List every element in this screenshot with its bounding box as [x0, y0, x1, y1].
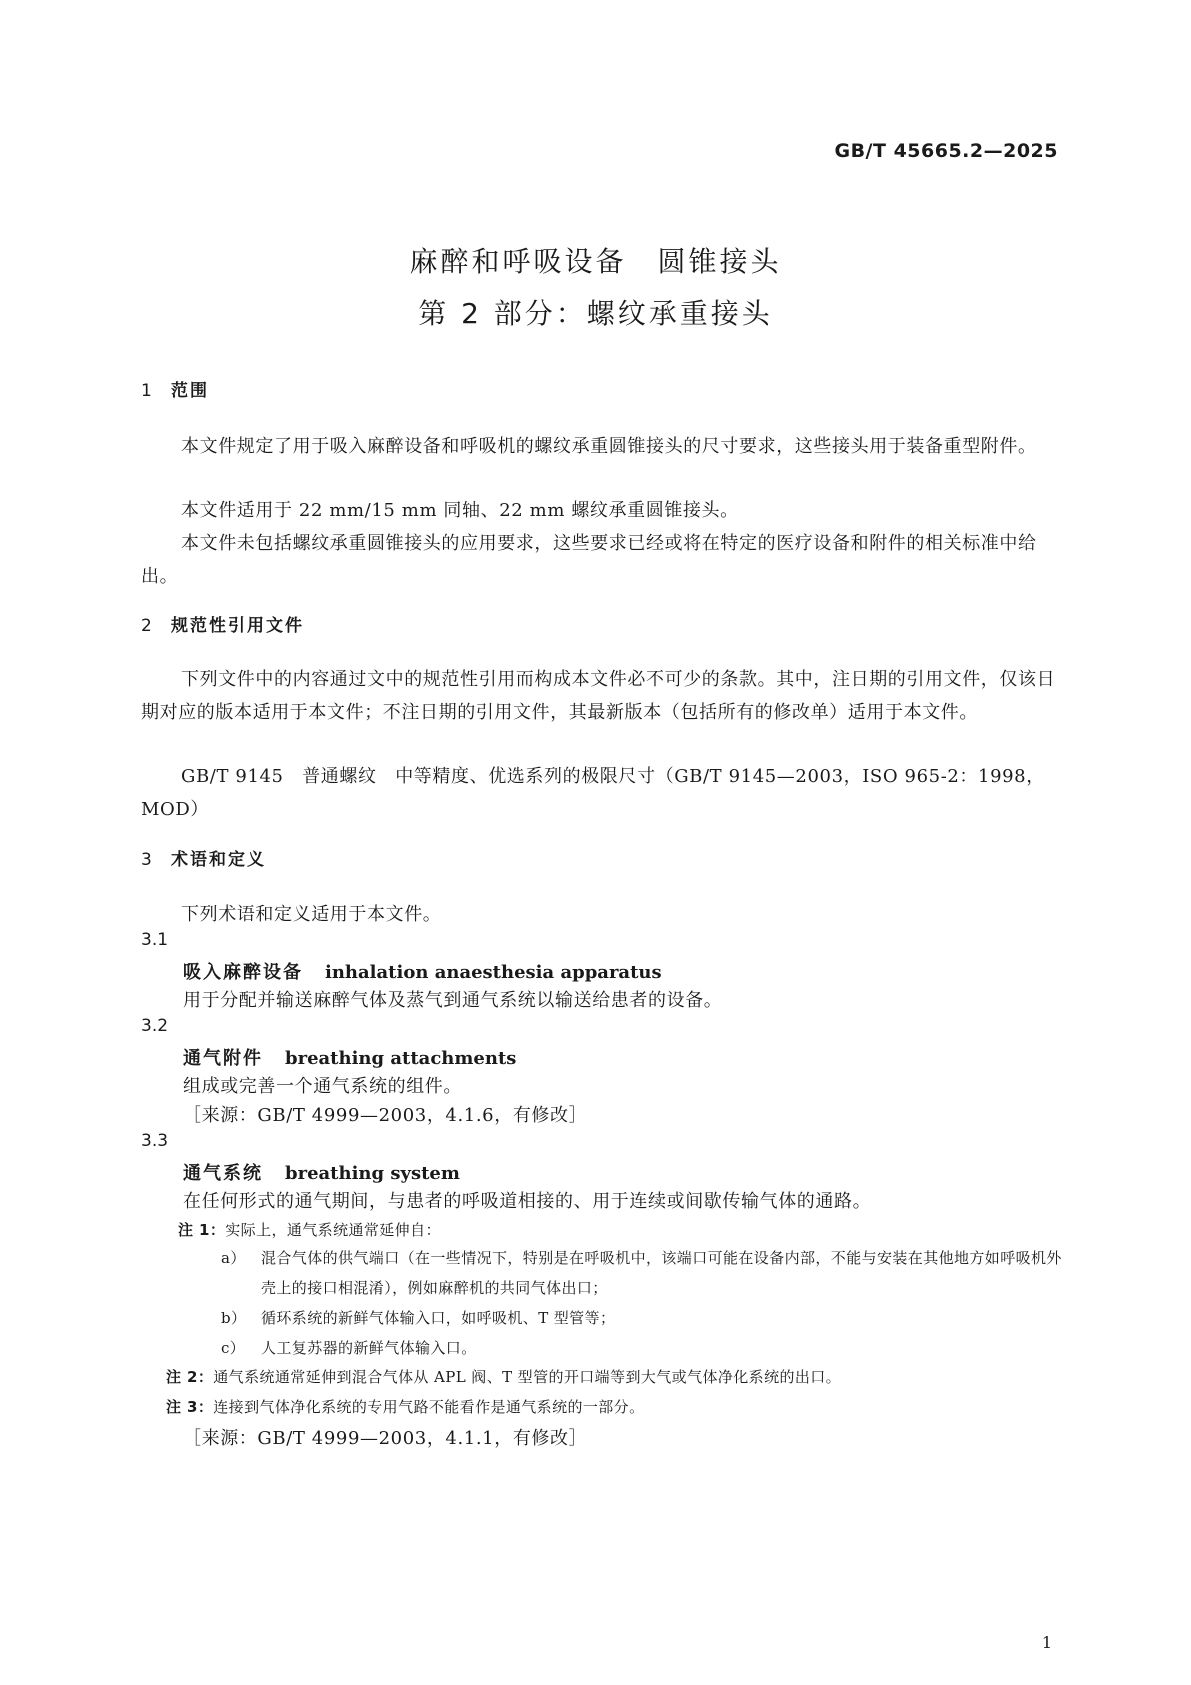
list-text: 混合气体的供气端口（在一些情况下，特别是在呼吸机中，该端口可能在设备内部，不能与安装在其他地方如呼吸机外壳上的接口相混淆），例如麻醉机的共同气体出口；: [261, 1249, 1062, 1297]
term-number: 3.2: [141, 1016, 169, 1036]
term-chinese: 通气系统: [183, 1163, 263, 1184]
note-1: [178, 1219, 441, 1240]
list-text: 人工复苏器的新鲜气体输入口。: [261, 1339, 477, 1357]
list-item-a: [221, 1243, 1066, 1303]
page-number: 1: [1041, 1633, 1052, 1652]
paragraph: 本文件规定了用于吸入麻醉设备和呼吸机的螺纹承重圆锥接头的尺寸要求，这些接头用于装备重型附件。: [181, 436, 1037, 457]
section-heading-normative-references: [141, 611, 304, 636]
term-english: inhalation anaesthesia apparatus: [325, 962, 662, 983]
term-definition: 用于分配并输送麻醉气体及蒸气到通气系统以输送给患者的设备。: [183, 990, 723, 1011]
paragraph: 本文件未包括螺纹承重圆锥接头的应用要求，这些要求已经或将在特定的医疗设备和附件的相关标准中给出。: [141, 533, 1037, 587]
note-label: 注 2：: [166, 1368, 214, 1386]
list-marker: c）: [221, 1339, 246, 1357]
term-source: ［来源：GB/T 4999—2003，4.1.1，有修改］: [183, 1428, 588, 1449]
paragraph: 下列文件中的内容通过文中的规范性引用而构成本文件必不可少的条款。其中，注日期的引用文件，仅该日期对应的版本适用于本文件；不注日期的引用文件，其最新版本（包括所有的修改单）适用于本文件。: [141, 669, 1056, 723]
term-definition: 组成或完善一个通气系统的组件。: [183, 1076, 462, 1097]
term-chinese: 吸入麻醉设备: [183, 962, 303, 983]
term-english: breathing system: [285, 1163, 460, 1184]
section-heading-terms: [141, 845, 266, 870]
section-heading-scope: [141, 376, 209, 401]
paragraph: 下列术语和定义适用于本文件。: [181, 904, 442, 925]
section-number: 2: [141, 616, 154, 636]
note-label: 注 1：: [178, 1221, 226, 1239]
term-number: 3.1: [141, 930, 169, 950]
section-number: 3: [141, 850, 154, 870]
note-text: 实际上，通气系统通常延伸自：: [225, 1221, 441, 1239]
term-source: ［来源：GB/T 4999—2003，4.1.6，有修改］: [183, 1105, 588, 1126]
term-chinese: 通气附件: [183, 1048, 263, 1069]
paragraph: 本文件适用于 22 mm/15 mm 同轴、22 mm 螺纹承重圆锥接头。: [181, 500, 739, 521]
term-entry: [183, 1159, 460, 1185]
document-title-line2: 第 2 部分：螺纹承重接头: [418, 297, 773, 330]
term-entry: [183, 958, 662, 984]
note-text: 通气系统通常延伸到混合气体从 APL 阀、T 型管的开口端等到大气或气体净化系统的出口。: [213, 1368, 842, 1386]
term-number: 3.3: [141, 1131, 169, 1151]
section-title: 范围: [171, 381, 209, 401]
list-item-c: [221, 1333, 1066, 1363]
section-title: 规范性引用文件: [171, 616, 304, 636]
term-english: breathing attachments: [285, 1048, 517, 1069]
list-text: 循环系统的新鲜气体输入口，如呼吸机、T 型管等；: [261, 1309, 616, 1327]
term-definition: 在任何形式的通气期间，与患者的呼吸道相接的、用于连续或间歇传输气体的通路。: [183, 1191, 872, 1212]
section-title: 术语和定义: [171, 850, 266, 870]
list-marker: a）: [221, 1249, 246, 1267]
document-title-line1: 麻醉和呼吸设备 圆锥接头: [409, 245, 782, 278]
note-text: 连接到气体净化系统的专用气路不能看作是通气系统的一部分。: [213, 1398, 645, 1416]
list-item-b: [221, 1303, 1066, 1333]
list-marker: b）: [221, 1309, 247, 1327]
note-label: 注 3：: [166, 1398, 214, 1416]
standard-number: GB/T 45665.2—2025: [834, 140, 1058, 162]
reference-entry: GB/T 9145 普通螺纹 中等精度、优选系列的极限尺寸（GB/T 9145—2003，ISO 965-2：1998，MOD）: [141, 766, 1045, 820]
term-entry: [183, 1044, 516, 1070]
note-2: [166, 1366, 841, 1387]
section-number: 1: [141, 381, 154, 401]
note-3: [166, 1396, 644, 1417]
